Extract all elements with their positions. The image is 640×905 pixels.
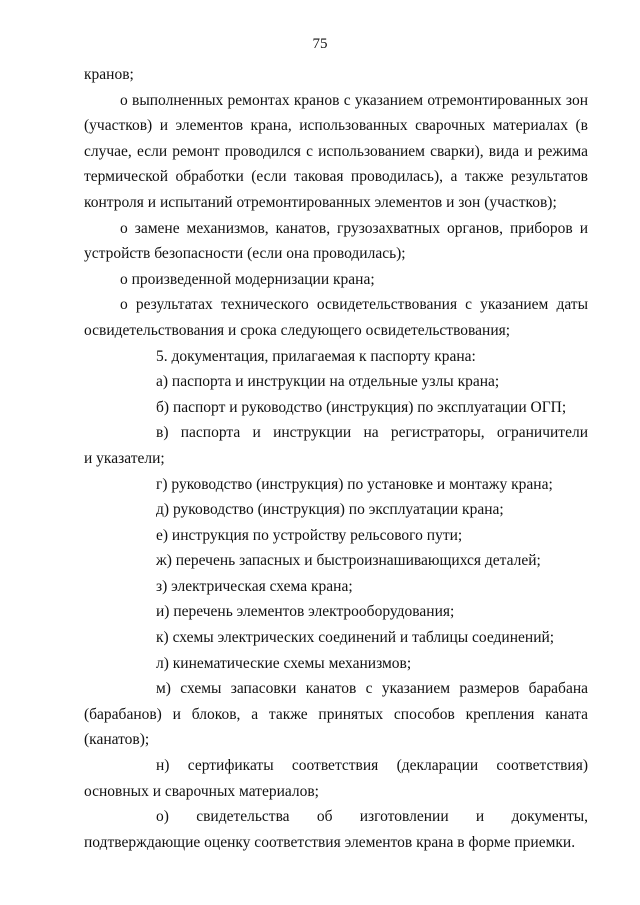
paragraph-repairs: о выполненных ремонтах кранов с указанием отремонтированных зон (участков) и элементов крана, использованных сварочных материалах (в случае, если ремонт проводился с использованием сварки), вида и режима термической обработки (если таковая проводилась), а также результатов контроля и испытаний отремонтированных элементов и зон (участков);	[84, 91, 588, 211]
list-item-marker: а)	[156, 373, 169, 391]
paragraph-replacement: о замене механизмов, канатов, грузозахватных органов, приборов и устройств безопасности (если она проводилась);	[84, 219, 588, 263]
list-item	[84, 599, 588, 625]
list-item	[84, 472, 588, 498]
section-text: документация, прилагаемая к паспорту крана:	[171, 347, 476, 365]
list-item-text: электрическая схема крана;	[171, 577, 353, 595]
list-item-marker: н)	[156, 757, 170, 775]
list-item	[84, 676, 588, 753]
list-item-marker: ж)	[156, 552, 172, 570]
list-item	[84, 497, 588, 523]
paragraph-inspection: о результатах технического освидетельствования с указанием даты освидетельствования и срока следующего освидетельствования;	[84, 296, 588, 339]
list-item-text: перечень запасных и быстроизнашивающихся деталей;	[175, 552, 541, 570]
list-item	[84, 369, 588, 395]
list-item-text: паспорта и инструкции на регистраторы, ограничители	[180, 424, 588, 442]
section-marker: 5.	[156, 347, 168, 365]
list-item	[84, 753, 588, 804]
list-item-text: сертификаты соответствия (декларации соответствия) основных и сварочных материалов;	[84, 757, 589, 800]
list-item-continuation: и указатели;	[84, 449, 165, 467]
list-item-text: схемы запасовки канатов с указанием размеров барабана (барабанов) и блоков, а также принятых способов крепления каната (канатов);	[84, 680, 588, 749]
list-item-marker: и)	[156, 603, 170, 621]
list-item-marker: г)	[156, 475, 168, 493]
list-item	[84, 395, 588, 421]
list-item-text: паспорт и руководство (инструкция) по эксплуатации ОГП;	[172, 398, 567, 416]
list-item	[84, 548, 588, 574]
list-item-marker: м)	[156, 680, 171, 698]
list-item-marker: е)	[156, 526, 169, 544]
list-item	[84, 523, 588, 549]
list-item	[84, 804, 588, 855]
paragraph-modernization: о произведенной модернизации крана;	[120, 270, 375, 288]
list-item-text: руководство (инструкция) по эксплуатации крана;	[172, 501, 504, 519]
list-item-text: кинематические схемы механизмов;	[172, 654, 412, 672]
list-item-marker: о)	[156, 808, 169, 826]
list-item-marker: л)	[156, 654, 169, 672]
paragraph-continuation: кранов;	[84, 66, 134, 83]
list-item-text: схемы электрических соединений и таблицы соединений;	[172, 629, 555, 647]
page-body	[84, 62, 588, 855]
list-item-spread-line	[84, 420, 588, 446]
page-number: 75	[312, 36, 328, 52]
list-item	[84, 625, 588, 651]
list-item-text: паспорта и инструкции на отдельные узлы крана;	[171, 373, 500, 391]
list-item-marker: з)	[156, 577, 168, 595]
section-heading	[84, 344, 588, 370]
list-item-text: перечень элементов электрооборудования;	[173, 603, 455, 621]
list-item-marker: д)	[156, 501, 170, 519]
list-item-text: инструкция по устройству рельсового пути;	[171, 526, 463, 544]
list-item	[84, 651, 588, 677]
list-item-text: руководство (инструкция) по установке и монтажу крана;	[171, 475, 553, 493]
list-item-text: свидетельства об изготовлении и документы, подтверждающие оценку соответствия элементов крана в форме приемки.	[84, 808, 589, 851]
list-item	[84, 574, 588, 600]
list-item-marker: в)	[156, 424, 169, 442]
list-item-marker: к)	[156, 629, 169, 647]
list-item-marker: б)	[156, 398, 170, 416]
